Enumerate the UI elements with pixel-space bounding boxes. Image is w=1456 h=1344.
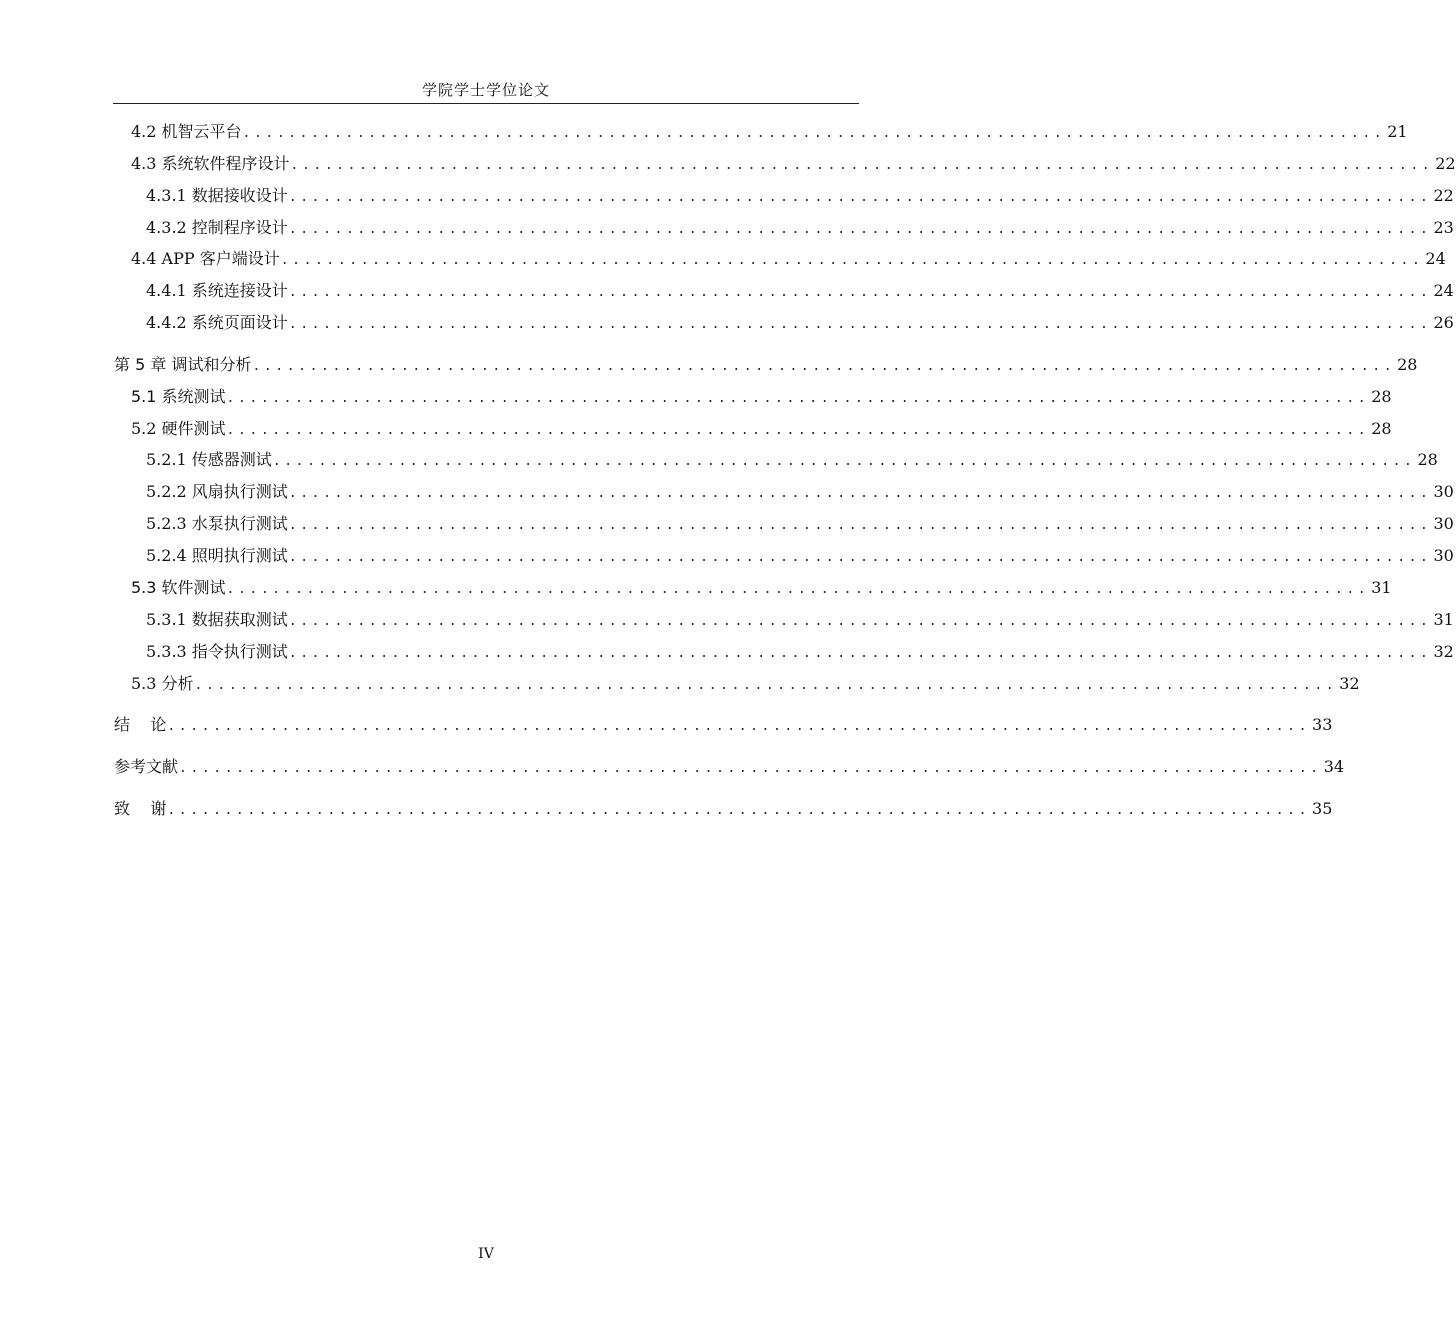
toc-dot-leader: ....................................................................................................: [272, 454, 1416, 469]
toc-entry-label: 5.2 硬件测试: [131, 419, 226, 438]
toc-dot-leader: ....................................................................................................: [226, 582, 1370, 597]
toc-entry-label: 结 论: [114, 715, 167, 734]
toc-entry-label: 5.3.1 数据获取测试: [146, 610, 288, 629]
toc-entry-page: 24: [1425, 249, 1446, 268]
toc-dot-leader: ....................................................................................................: [242, 126, 1386, 141]
toc-entry-label: 5.3 软件测试: [131, 578, 226, 597]
toc-entry[interactable]: [114, 797, 1333, 821]
toc-dot-leader: ....................................................................................................: [288, 646, 1432, 661]
toc-dot-leader: ....................................................................................................: [167, 803, 1311, 818]
toc-dot-leader: ....................................................................................................: [167, 719, 1311, 734]
toc-dot-leader: ....................................................................................................: [288, 285, 1432, 300]
toc-entry-label: 4.3.1 数据接收设计: [146, 186, 288, 205]
toc-entry-page: 28: [1397, 355, 1418, 374]
toc-dot-leader: ....................................................................................................: [288, 518, 1432, 533]
toc-dot-leader: ....................................................................................................: [288, 317, 1432, 332]
toc-entry-label: 5.2.3 水泵执行测试: [146, 514, 288, 533]
toc-entry-label: 4.3.2 控制程序设计: [146, 218, 288, 237]
toc-entry-page: 23: [1433, 218, 1454, 237]
toc-entry[interactable]: [146, 544, 1454, 568]
toc-entry-page: 28: [1371, 387, 1392, 406]
toc-entry-page: 24: [1433, 281, 1454, 300]
toc-entry[interactable]: [146, 448, 1438, 472]
toc-entry[interactable]: [131, 247, 1446, 271]
toc-entry-page: 28: [1417, 450, 1438, 469]
toc-entry-label: 4.4 APP 客户端设计: [131, 249, 280, 268]
toc-entry-label: 5.3.3 指令执行测试: [146, 642, 288, 661]
page-number: IV: [478, 1246, 494, 1262]
toc-entry-label: 参考文献: [114, 757, 179, 776]
toc-entry[interactable]: [146, 311, 1454, 335]
toc-entry-page: 35: [1312, 799, 1333, 818]
toc-dot-leader: ....................................................................................................: [226, 391, 1370, 406]
toc-entry[interactable]: [146, 608, 1454, 632]
toc-entry-label: 5.1 系统测试: [131, 387, 226, 406]
toc-entry-page: 22: [1435, 154, 1456, 173]
toc-dot-leader: ....................................................................................................: [194, 678, 1338, 693]
toc-dot-leader: ....................................................................................................: [288, 190, 1432, 205]
toc-entry-label: 致 谢: [114, 799, 167, 818]
toc-entry-page: 30: [1433, 514, 1454, 533]
toc-entry[interactable]: [114, 713, 1333, 737]
toc-entry-label: 5.3 分析: [131, 674, 194, 693]
toc-entry-page: 31: [1371, 578, 1392, 597]
toc-entry-page: 26: [1433, 313, 1454, 332]
toc-dot-leader: ....................................................................................................: [280, 253, 1424, 268]
toc-entry[interactable]: [114, 353, 1418, 377]
toc-entry-label: 5.2.1 传感器测试: [146, 450, 272, 469]
toc-entry-page: 21: [1387, 122, 1408, 141]
toc-entry-page: 32: [1339, 674, 1360, 693]
toc-entry[interactable]: [131, 120, 1408, 144]
toc-entry-label: 4.4.1 系统连接设计: [146, 281, 288, 300]
toc-dot-leader: ....................................................................................................: [288, 222, 1432, 237]
toc-entry[interactable]: [131, 672, 1360, 696]
toc-entry-label: 第 5 章 调试和分析: [114, 355, 252, 374]
toc-entry-page: 30: [1433, 546, 1454, 565]
toc-entry[interactable]: [146, 279, 1454, 303]
toc-entry-page: 33: [1312, 715, 1333, 734]
toc-entry[interactable]: [146, 184, 1454, 208]
toc-entry-label: 4.3 系统软件程序设计: [131, 154, 290, 173]
toc-dot-leader: ....................................................................................................: [288, 486, 1432, 501]
toc-entry-page: 31: [1433, 610, 1454, 629]
toc-entry[interactable]: [131, 385, 1392, 409]
toc-entry[interactable]: [131, 417, 1392, 441]
toc-entry-page: 30: [1433, 482, 1454, 501]
toc-dot-leader: ....................................................................................................: [226, 423, 1370, 438]
toc-entry-page: 34: [1323, 757, 1345, 776]
toc-entry-page: 28: [1371, 419, 1392, 438]
toc-entry-label: 5.2.4 照明执行测试: [146, 546, 288, 565]
toc-entry[interactable]: [131, 152, 1456, 176]
toc-entry[interactable]: [146, 480, 1454, 504]
toc-entry-label: 4.2 机智云平台: [131, 122, 242, 141]
toc-dot-leader: ....................................................................................................: [290, 158, 1434, 173]
toc-entry-label: 4.4.2 系统页面设计: [146, 313, 288, 332]
toc-entry[interactable]: [146, 512, 1454, 536]
toc-entry[interactable]: [146, 640, 1454, 664]
toc-dot-leader: ....................................................................................................: [288, 614, 1432, 629]
toc-dot-leader: ....................................................................................................: [288, 550, 1432, 565]
toc-dot-leader: ....................................................................................................: [252, 359, 1396, 374]
toc-entry[interactable]: [131, 576, 1392, 600]
toc-entry[interactable]: [146, 216, 1454, 240]
toc-entry[interactable]: [114, 755, 1345, 779]
toc-dot-leader: ....................................................................................................: [179, 761, 1322, 776]
toc-entry-page: 22: [1433, 186, 1454, 205]
page-header-title: 学院学士学位论文: [421, 81, 550, 99]
toc-entry-label: 5.2.2 风扇执行测试: [146, 482, 288, 501]
toc-entry-page: 32: [1433, 642, 1454, 661]
